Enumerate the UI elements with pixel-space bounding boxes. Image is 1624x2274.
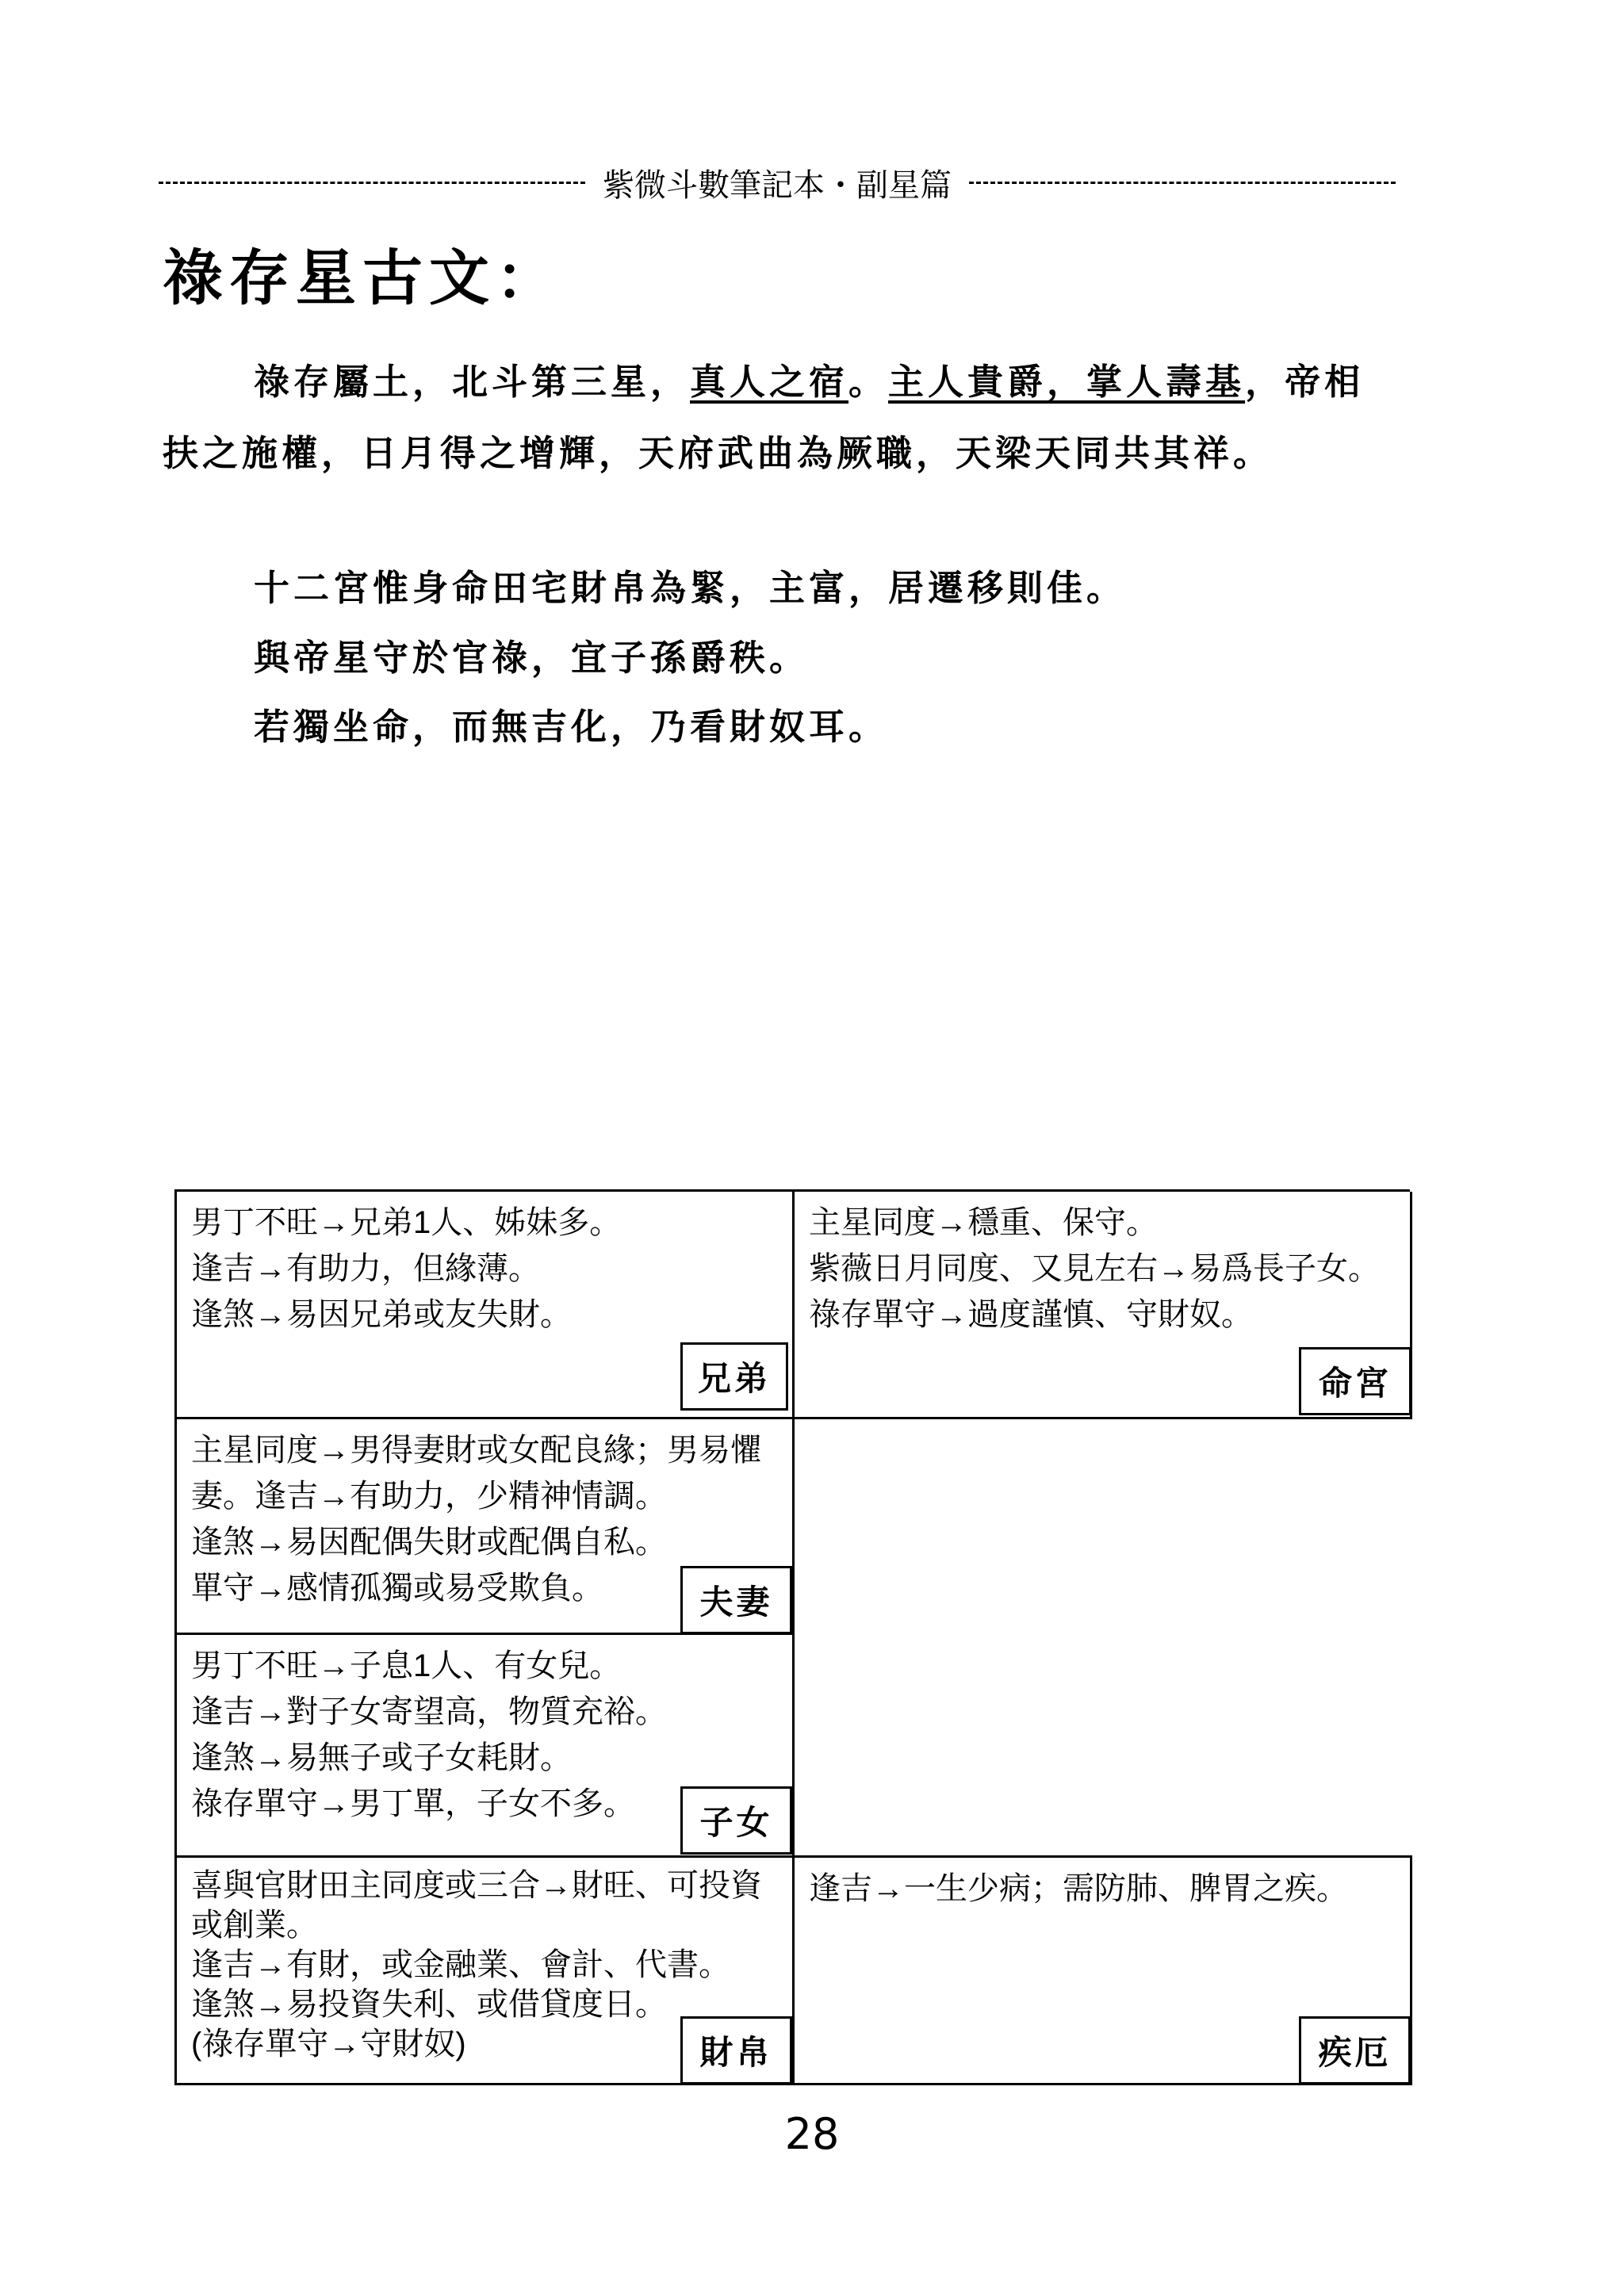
palace-grid bbox=[174, 1189, 1410, 2085]
life-line-3: 祿存單守→過度謹慎、守財奴。 bbox=[809, 1297, 1253, 1332]
health-line-1: 逢吉→一生少病；需防肺、脾胃之疾。 bbox=[809, 1871, 1348, 1906]
life-line-1: 主星同度→穩重、保守。 bbox=[809, 1205, 1158, 1240]
spouse-line-2: 逢煞→易因配偶失財或配偶自私。 bbox=[191, 1525, 667, 1560]
label-health: 疾厄 bbox=[1299, 2016, 1411, 2084]
page-number: 28 bbox=[784, 2109, 840, 2159]
text-line-4: 若獨坐命，而無吉化，乃看財奴耳。 bbox=[254, 706, 889, 748]
header-dash-right bbox=[969, 182, 1396, 184]
section-heading: 祿存星古文： bbox=[163, 243, 562, 313]
label-life: 命宮 bbox=[1299, 1347, 1411, 1415]
children-line-1: 男丁不旺→子息1人、有女兒。 bbox=[191, 1648, 622, 1683]
label-wealth: 財帛 bbox=[680, 2016, 792, 2084]
children-line-3: 逢煞→易無子或子女耗財。 bbox=[191, 1740, 572, 1775]
p1-underline-2: 主人貴爵，掌人壽基 bbox=[888, 361, 1246, 403]
label-brothers: 兄弟 bbox=[680, 1342, 788, 1411]
p1-underline-1: 真人之宿 bbox=[690, 361, 849, 403]
label-children: 子女 bbox=[680, 1786, 792, 1855]
brothers-line-1: 男丁不旺→兄弟1人、姊妹多。 bbox=[191, 1205, 622, 1240]
brothers-line-3: 逢煞→易因兄弟或友失財。 bbox=[191, 1297, 572, 1332]
header-dash-left bbox=[159, 182, 585, 184]
wealth-line-1: 喜與官財田主同度或三合→財旺、可投資或創業。 bbox=[191, 1868, 762, 1943]
life-line-2: 紫薇日月同度、又見左右→易爲長子女。 bbox=[809, 1251, 1380, 1286]
children-line-2: 逢吉→對子女寄望高，物質充裕。 bbox=[191, 1694, 667, 1729]
running-header bbox=[159, 159, 1396, 206]
p1-part2: 。 bbox=[848, 361, 889, 403]
text-line-3: 與帝星守於官祿，宜子孫爵秩。 bbox=[254, 637, 810, 679]
header-title: 紫微斗數筆記本・副星篇 bbox=[603, 167, 952, 204]
children-line-4: 祿存單守→男丁單，子女不多。 bbox=[191, 1786, 635, 1821]
spouse-line-1: 主星同度→男得妻財或女配良緣；男易懼妻。逢吉→有助力，少精神情調。 bbox=[191, 1433, 762, 1514]
p1-part1: 祿存屬土，北斗第三星， bbox=[254, 361, 691, 403]
brothers-line-2: 逢吉→有助力，但緣薄。 bbox=[191, 1251, 540, 1286]
wealth-line-3: 逢煞→易投資失利、或借貸度日。 bbox=[191, 1987, 667, 2022]
label-spouse: 夫妻 bbox=[680, 1566, 792, 1634]
wealth-line-2: 逢吉→有財，或金融業、會計、代書。 bbox=[191, 1947, 730, 1982]
wealth-line-4: (祿存單守→守財奴) bbox=[191, 2027, 466, 2062]
paragraph-1 bbox=[163, 346, 1400, 489]
spouse-line-3: 單守→感情孤獨或易受欺負。 bbox=[191, 1571, 603, 1606]
text-line-2: 十二宮惟身命田宅財帛為緊，主富，居遷移則佳。 bbox=[254, 567, 1127, 609]
p1-part3: ，帝相扶之施權，日月得之增輝，天府武曲為厥職，天梁天同共其祥。 bbox=[163, 361, 1365, 474]
